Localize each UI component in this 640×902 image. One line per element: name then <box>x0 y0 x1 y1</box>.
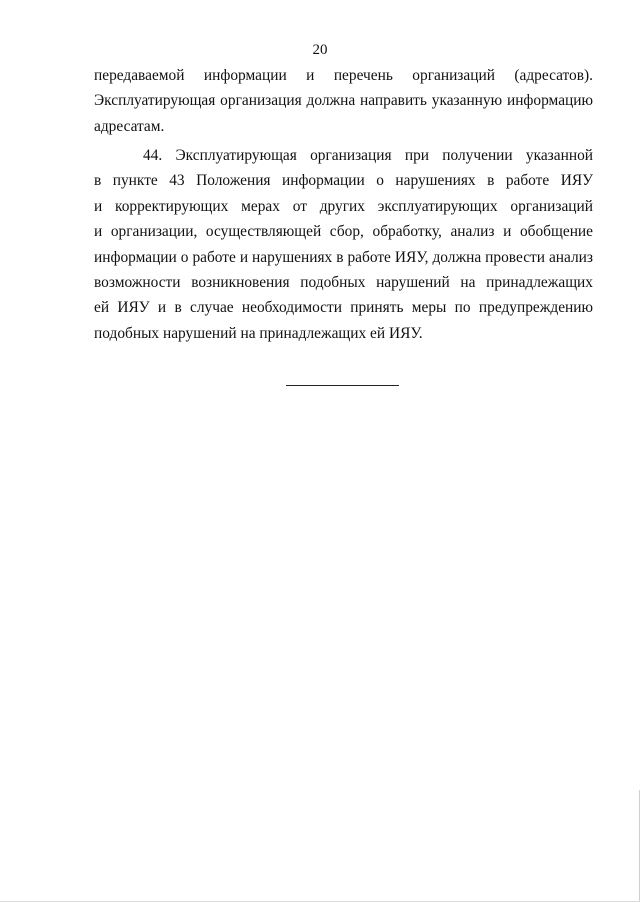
paragraph-44 <box>94 143 593 346</box>
text-line: 44. Эксплуатирующая организация при получении указанной <box>143 147 593 164</box>
text-line: адресатам. <box>94 117 165 135</box>
paragraph-continued <box>94 63 593 139</box>
text-line: и корректирующих мерах от других эксплуатирующих организаций <box>94 197 593 215</box>
text-line: Эксплуатирующая организация должна направить указанную информацию <box>94 92 593 110</box>
text-line: и организации, осуществляющей сбор, обработку, анализ и обобщение <box>94 223 593 241</box>
end-of-text-rule <box>286 385 399 386</box>
text-line: в пункте 43 Положения информации о нарушениях в работе ИЯУ <box>94 172 593 190</box>
text-line: подобных нарушений на принадлежащих ей ИЯУ. <box>94 324 423 342</box>
text-line: передаваемой информации и перечень организаций (адресатов). <box>94 67 593 84</box>
text-line: возможности возникновения подобных нарушений на принадлежащих <box>94 273 593 291</box>
text-line: информации о работе и нарушениях в работе ИЯУ, должна провести анализ <box>94 248 593 266</box>
page-number: 20 <box>312 42 328 58</box>
text-line: ей ИЯУ и в случае необходимости принять меры по предупреждению <box>94 299 593 317</box>
